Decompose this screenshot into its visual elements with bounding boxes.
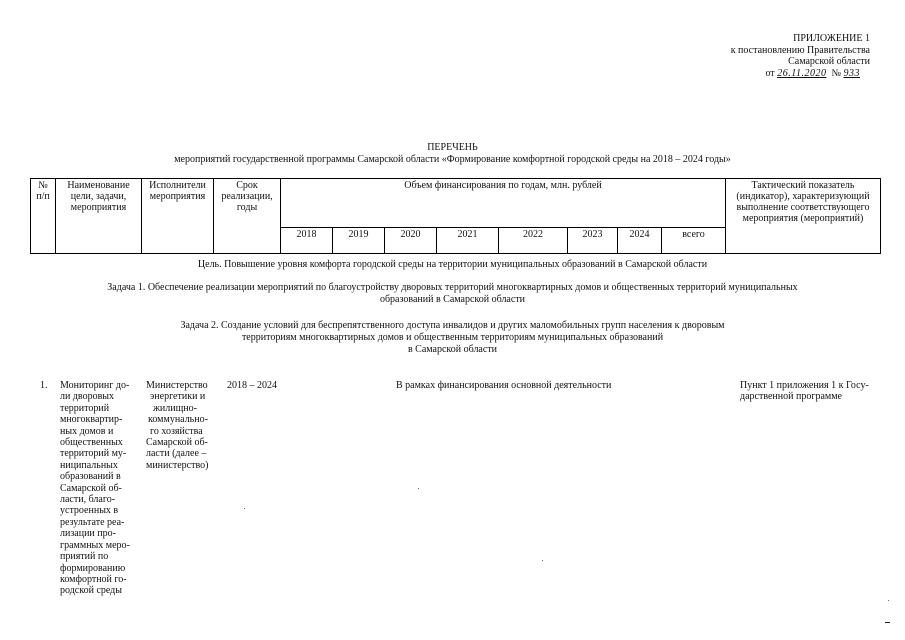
row1-exec-line: министерство) — [146, 459, 209, 471]
task1-line1: Задача 1. Обеспечение реализации мероприятий по благоустройству дворовых территорий многоквартирных домов и общественных территорий муниципальных — [107, 282, 798, 293]
row1-indicator-line: Пункт 1 приложения 1 к Госу- — [740, 380, 869, 391]
row1-name-line: образований в — [60, 471, 121, 483]
row1-exec-line: жилищно- — [153, 402, 197, 414]
row1-executor — [146, 380, 218, 471]
date-value: 26.11.2020 — [777, 67, 827, 79]
scan-speck — [418, 488, 419, 489]
row1-name-line: ласти, благо- — [60, 494, 116, 506]
appendix-decree: к постановлению Правительства — [730, 44, 870, 56]
year-total: всего — [662, 228, 726, 254]
task1-line2: образований в Самарской области — [379, 294, 526, 305]
row1-exec-line: энергетики и — [150, 391, 206, 403]
year-2024: 2024 — [618, 228, 662, 254]
year-2021: 2021 — [437, 228, 499, 254]
row1-indicator-line: дарственной программе — [740, 391, 842, 403]
row1-name-line: Самарской об- — [60, 482, 122, 494]
row1-name-line: многоквартир- — [60, 414, 123, 426]
col-term-header: Срок реализации, годы — [214, 179, 281, 254]
row1-exec-line: ласти (далее – — [146, 448, 207, 460]
row1-name-line: ли дворовых — [60, 391, 115, 403]
col-finance-header: Объем финансирования по годам, млн. рублей — [281, 179, 726, 228]
appendix-date-line — [731, 68, 870, 80]
task1-block — [0, 282, 905, 306]
number-value: 933 — [843, 67, 860, 79]
date-prefix: от — [765, 67, 775, 79]
col-indicator-header: Тактический показатель (индикатор), характеризующий выполнение соответствующего мероприятия (мероприятий) — [726, 179, 881, 254]
number-prefix: № — [831, 67, 841, 79]
task2-line2: территориям многоквартирных домов и общественным территориям муниципальных образований — [241, 332, 664, 343]
row1-name-line: результате реа- — [60, 516, 125, 528]
document-subtitle: мероприятий государственной программы Самарской области «Формирование комфортной городской среды на 2018 – 2024 годы» — [174, 154, 731, 165]
scan-speck — [244, 508, 245, 509]
scan-speck — [542, 560, 543, 561]
header-table — [30, 178, 881, 254]
col-num-header: № п/п — [31, 179, 56, 254]
row1-exec-line: го хозяйства — [150, 425, 203, 437]
year-2020: 2020 — [385, 228, 437, 254]
row1-exec-line: Самарской об- — [146, 437, 208, 449]
row1-name-line: граммных меро- — [60, 539, 130, 551]
row1-name-line: приятий по — [60, 551, 109, 563]
year-2018: 2018 — [281, 228, 333, 254]
year-2023: 2023 — [568, 228, 618, 254]
row1-name-line: родской среды — [60, 585, 122, 597]
row1-name-line: территорий — [60, 402, 110, 414]
row1-name-line: формированию — [60, 562, 126, 574]
goal-text: Цель. Повышение уровня комфорта городской среды на территории муниципальных образований в Самарской области — [197, 259, 708, 270]
row1-name-line: лизации про- — [60, 528, 116, 540]
row1-indicator — [740, 380, 888, 403]
col-name-header: Наименование цели, задачи, мероприятия — [56, 179, 142, 254]
task2-block — [0, 320, 905, 356]
year-2019: 2019 — [333, 228, 385, 254]
row1-name-line: ниципальных — [60, 459, 118, 471]
row1-financing: В рамках финансирования основной деятельности — [396, 380, 612, 391]
col-exec-header: Исполнители мероприятия — [142, 179, 214, 254]
row1-name-line: Мониторинг до- — [60, 380, 130, 391]
row1-exec-line: Министерство — [146, 380, 208, 391]
document-title-block — [0, 142, 905, 166]
row1-name — [60, 380, 138, 597]
document-title: ПЕРЕЧЕНЬ — [427, 142, 478, 153]
scan-mark — [885, 622, 890, 623]
appendix-region: Самарской области — [788, 56, 870, 67]
year-2022: 2022 — [499, 228, 568, 254]
row1-name-line: комфортной го- — [60, 573, 127, 585]
row1-name-line: общественных — [60, 437, 123, 449]
row1-name-line: территорий му- — [60, 448, 127, 460]
row1-term: 2018 – 2024 — [227, 380, 277, 391]
appendix-block — [731, 33, 870, 79]
scan-speck — [888, 600, 889, 601]
row1-num: 1. — [40, 380, 48, 391]
row1-exec-line: коммунально- — [148, 414, 208, 426]
task2-line1: Задача 2. Создание условий для беспрепятственного доступа инвалидов и других маломобильных групп населения к дворовым — [180, 320, 725, 331]
task2-line3: в Самарской области — [407, 344, 498, 355]
appendix-title: ПРИЛОЖЕНИЕ 1 — [793, 33, 870, 44]
row1-name-line: ных домов и — [60, 425, 114, 437]
row1-name-line: устроенных в — [60, 505, 119, 517]
